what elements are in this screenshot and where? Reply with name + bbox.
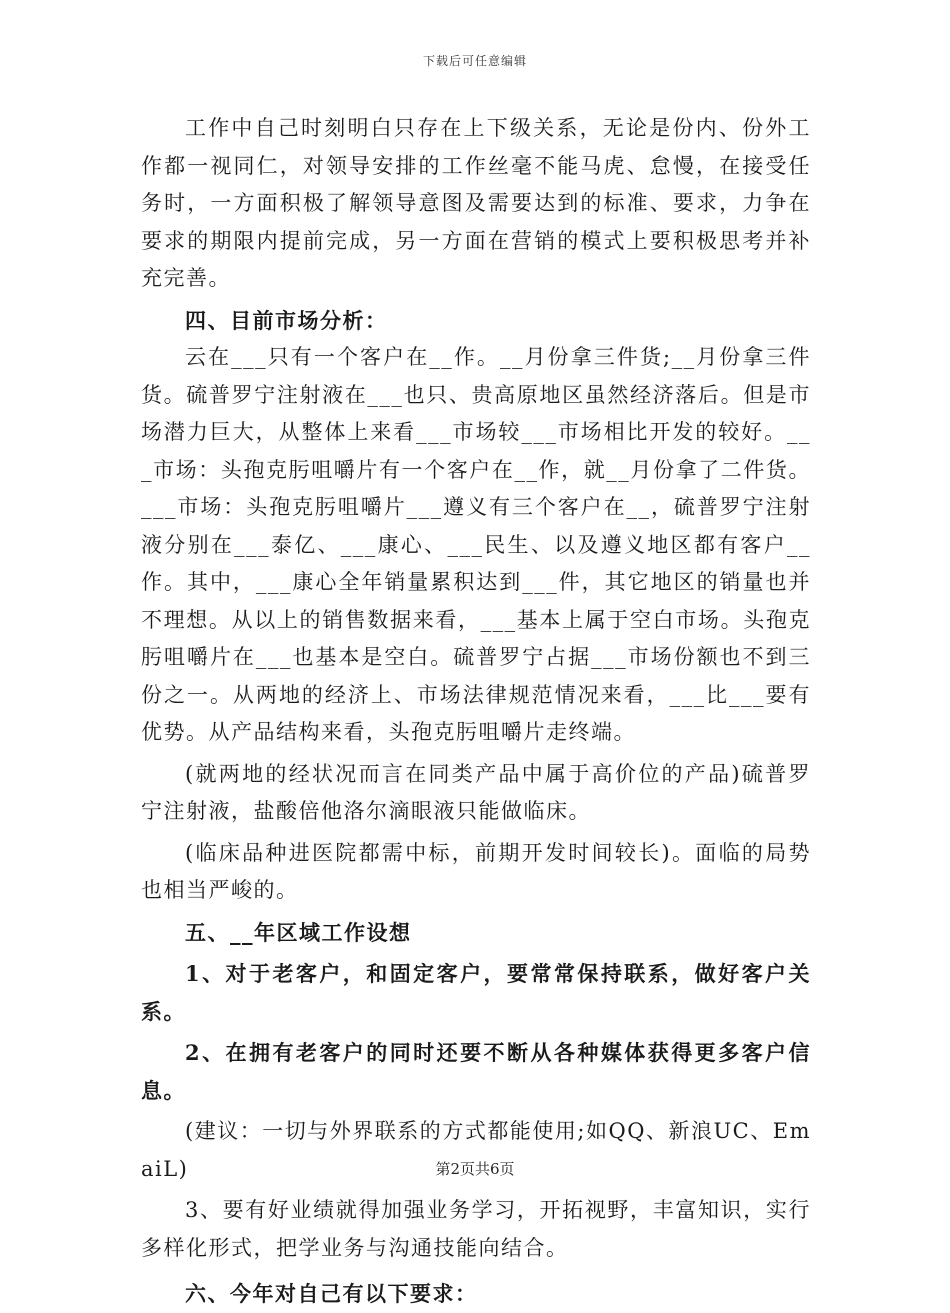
paragraph-suggestion: (建议：一切与外界联系的方式都能使用;如QQ、新浪UC、EmaiL) [141,1119,811,1181]
paragraph-market-analysis: 云在___只有一个客户在__作。__月份拿三件货;__月份拿三件货。硫普罗宁注射液在___也只、贵高原地区虽然经济落后。但是市场潜力巨大，从整体上来看___市场较___市场相比开发的较好。___市场：头孢克肟咀嚼片有一个客户在__作，就__月份拿了二件货。___市场：头孢克肟咀嚼片___遵义有三个客户在__，硫普罗宁注射液分别在___泰亿、___康心、___民生、以及遵义地区都有客户__作。其中，___康心全年销量累积达到___件，其它地区的销量也并不理想。从以上的销售数据来看，___基本上属于空白市场。头孢克肟咀嚼片在___也基本是空白。硫普罗宁占据___市场份额也不到三份之一。从两地的经济上、市场法律规范情况来看，___比___要有优势。从产品结构来看，头孢克肟咀嚼片走终端。 [141,345,811,744]
section-heading-self-requirements: 六、今年对自己有以下要求： [185,1281,478,1306]
page-footer: 第2页共6页 [435,1160,515,1178]
section-heading-work-plan: 五、__年区域工作设想 [185,919,412,945]
document-body [141,110,811,1313]
paragraph-clinical-bidding: (临床品种进医院都需中标，前期开发时间较长)。面临的局势也相当严峻的。 [141,840,811,902]
plan-item-new-customers: 2、在拥有老客户的同时还要不断从各种媒体获得更多客户信息。 [141,1040,811,1103]
plan-item-study: 3、要有好业绩就得加强业务学习，开拓视野，丰富知识，实行多样化形式，把学业务与沟通技能向结合。 [141,1198,811,1260]
paragraph-work-attitude: 工作中自己时刻明白只存在上下级关系，无论是份内、份外工作都一视同仁，对领导安排的工作丝毫不能马虎、怠慢，在接受任务时，一方面积极了解领导意图及需要达到的标准、要求，力争在要求的期限内提前完成，另一方面在营销的模式上要积极思考并补充完善。 [141,116,811,290]
paragraph-product-pricing: (就两地的经状况而言在同类产品中属于高价位的产品)硫普罗宁注射液，盐酸倍他洛尔滴眼液只能做临床。 [141,761,811,823]
plan-item-old-customers: 1、对于老客户，和固定客户，要常常保持联系，做好客户关系。 [141,961,811,1024]
page-header: 下载后可任意编辑 [422,54,527,68]
section-heading-market-analysis: 四、目前市场分析： [185,307,388,333]
